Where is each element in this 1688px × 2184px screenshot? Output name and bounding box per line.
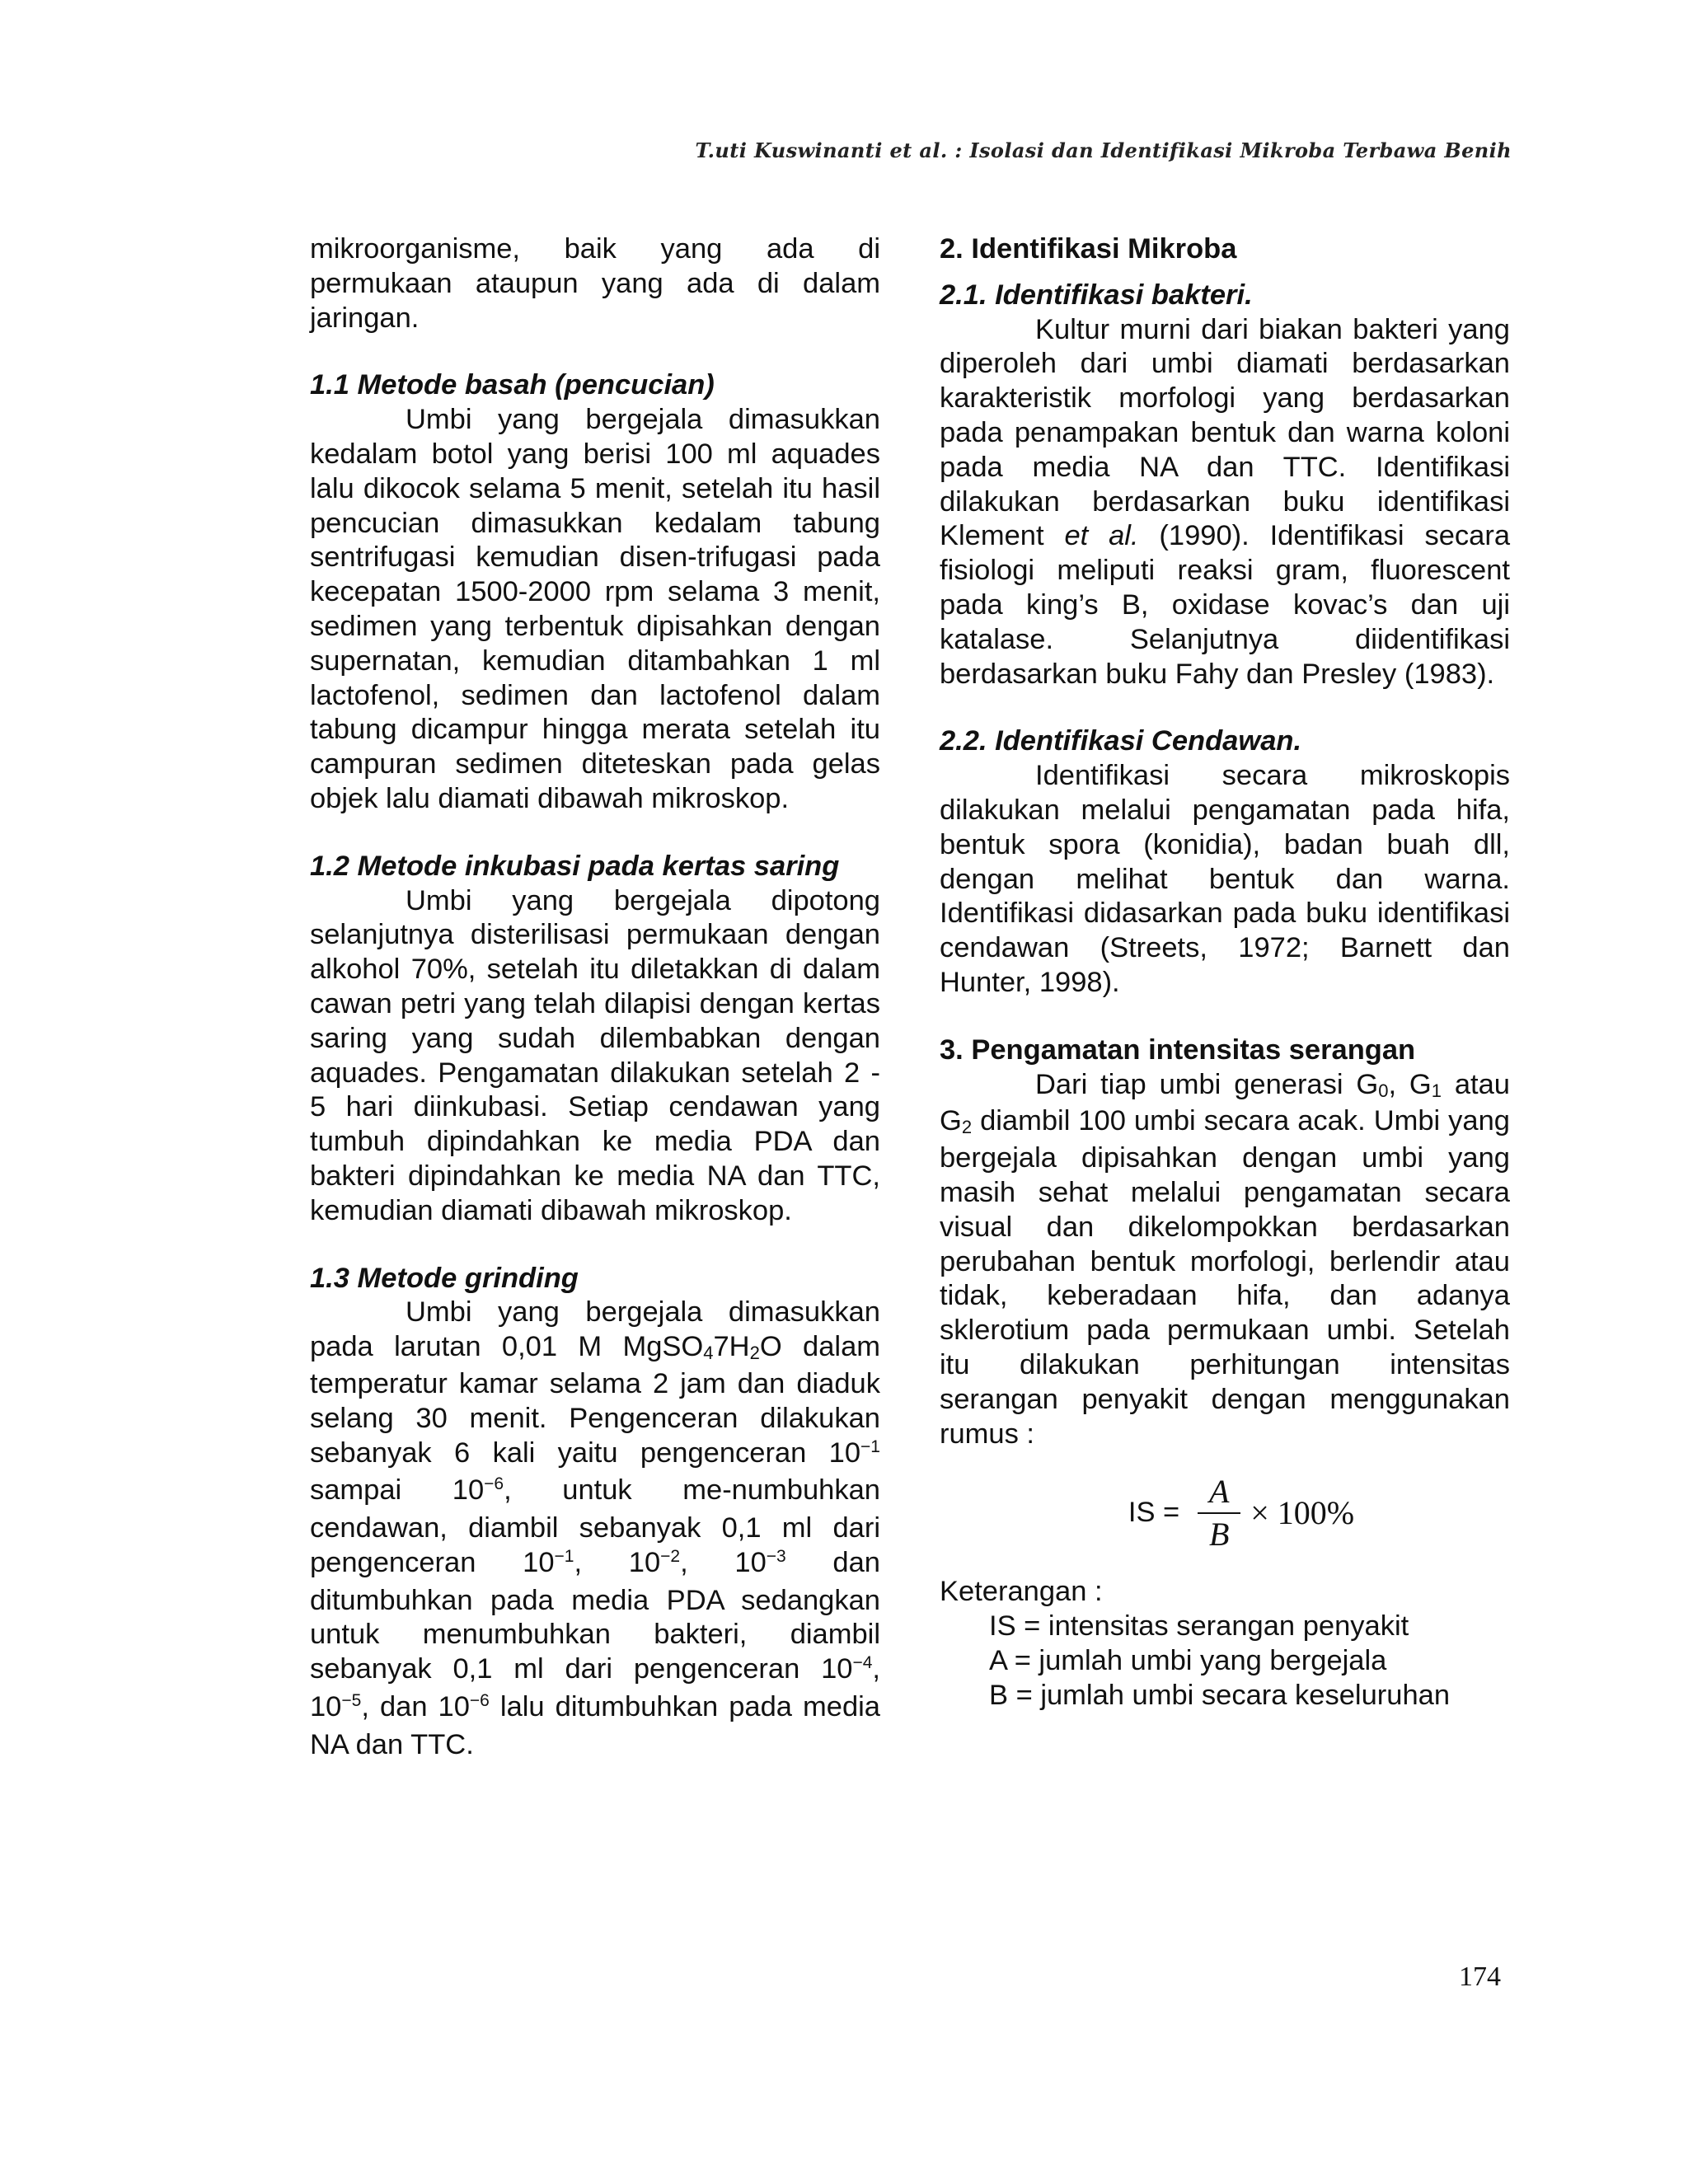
section-1-3-title: 1.3 Metode grinding xyxy=(310,1262,579,1294)
section-3-title: 3. Pengamatan intensitas serangan xyxy=(940,1033,1416,1066)
section-2-2-body: Identifikasi secara mikroskopis dilakukan melalui pengamatan pada hifa, bentuk spora (konidia), badan buah dll, dengan melihat bentuk dan warna. Identifikasi didasarkan pada buku identifikasi cendawan (Streets, 1972; Barnett dan Hunter, 1998). xyxy=(940,760,1510,998)
left-column xyxy=(310,232,880,1763)
keterangan-item-a: A = jumlah umbi yang bergejala xyxy=(989,1644,1387,1676)
section-3-body: Dari tiap umbi generasi G0, G1 atau G2 diambil 100 umbi secara acak. Umbi yang bergejala dipisahkan dengan umbi yang masih sehat melalui pengamatan secara visual dan dikelompokkan berdasarkan perubahan bentuk morfologi, berlendir atau tidak, keberadaan hifa, dan adanya sklerotium pada permukaan umbi. Setelah itu dilakukan perhitungan intensitas serangan penyakit dengan menggunakan rumus : xyxy=(940,1068,1510,1450)
formula-numerator: A xyxy=(1209,1473,1230,1511)
intensity-formula xyxy=(973,1451,1510,1575)
right-column xyxy=(940,232,1510,1713)
section-2-1-body: Kultur murni dari biakan bakteri yang diperoleh dari umbi diamati berdasarkan karakteristik morfologi yang berdasarkan pada penampakan bentuk dan warna koloni pada media NA dan TTC. Identifikasi dilakukan berdasarkan buku identifikasi Klement et al. (1990). Identifikasi secara fisiologi meliputi reaksi gram, fluorescent pada king’s B, oxidase kovac’s dan uji katalase. Selanjutnya diidentifikasi berdasarkan buku Fahy dan Presley (1983). xyxy=(940,313,1511,690)
running-head: T.uti Kuswinanti et al. : Isolasi dan Identifikasi Mikroba Terbawa Benih xyxy=(695,138,1512,162)
formula-denominator: B xyxy=(1209,1516,1230,1554)
formula-fraction xyxy=(1198,1474,1240,1553)
section-1-3-body: Umbi yang bergejala dimasukkan pada larutan 0,01 M MgSO47H2O dalam temperatur kamar selama 2 jam dan diaduk selang 30 menit. Pengenceran dilakukan sebanyak 6 kali yaitu pengenceran $10^{-1}$ sampai $10^{-6}$, untuk me-numbuhkan cendawan, diambil sebanyak 0,1 ml dari pengenceran $10^{-1}$, $10^{-2}$, $10^{-3}$ dan ditumbuhkan pada media PDA sedangkan untuk menumbuhkan bakteri, diambil sebanyak 0,1 ml dari pengenceran $10^{-4}$, $10^{-5}$, dan $10^{-6}$ lalu ditumbuhkan pada media NA dan TTC. xyxy=(310,1296,880,1760)
section-2-2-title: 2.2. Identifikasi Cendawan. xyxy=(940,725,1302,757)
section-1-2-body: Umbi yang bergejala dipotong selanjutnya disterilisasi permukaan dengan alkohol 70%, setelah itu diletakkan di dalam cawan petri yang telah dilapisi dengan kertas saring yang sudah dilembabkan dengan aquades. Pengamatan dilakukan setelah 2 - 5 hari diinkubasi. Setiap cendawan yang tumbuh dipindahkan ke media PDA dan bakteri dipindahkan ke media NA dan TTC, kemudian diamati dibawah mikroskop. xyxy=(310,884,880,1226)
keterangan-item-is: IS = intensitas serangan penyakit xyxy=(989,1610,1409,1643)
formula-rhs: × 100% xyxy=(1250,1494,1355,1532)
keterangan-item-b: B = jumlah umbi secara keseluruhan xyxy=(989,1679,1451,1711)
page-number: 174 xyxy=(1459,1961,1501,1992)
section-1-2-title: 1.2 Metode inkubasi pada kertas saring xyxy=(310,850,840,882)
section-1-1-body: Umbi yang bergejala dimasukkan kedalam botol yang berisi 100 ml aquades lalu dikocok selama 5 menit, setelah itu hasil pencucian dimasukkan kedalam tabung sentrifugasi kemudian disen-trifugasi pada kecepatan 1500-2000 rpm selama 3 menit, sedimen yang terbentuk dipisahkan dengan supernatan, kemudian ditambahkan 1 ml lactofenol, sedimen dan lactofenol dalam tabung dicampur hingga merata setelah itu campuran sedimen diteteskan pada gelas objek lalu diamati dibawah mikroskop. xyxy=(310,404,880,814)
intro-paragraph: mikroorganisme, baik yang ada di permukaan ataupun yang ada di dalam jaringan. xyxy=(310,233,880,334)
section-2-1-title: 2.1. Identifikasi bakteri. xyxy=(940,279,1253,311)
section-2-title: 2. Identifikasi Mikroba xyxy=(940,233,1237,265)
section-1-1-title: 1.1 Metode basah (pencucian) xyxy=(310,369,715,401)
keterangan-label: Keterangan : xyxy=(940,1576,1103,1608)
fraction-bar xyxy=(1198,1512,1240,1514)
formula-lhs: IS = xyxy=(1128,1497,1180,1529)
